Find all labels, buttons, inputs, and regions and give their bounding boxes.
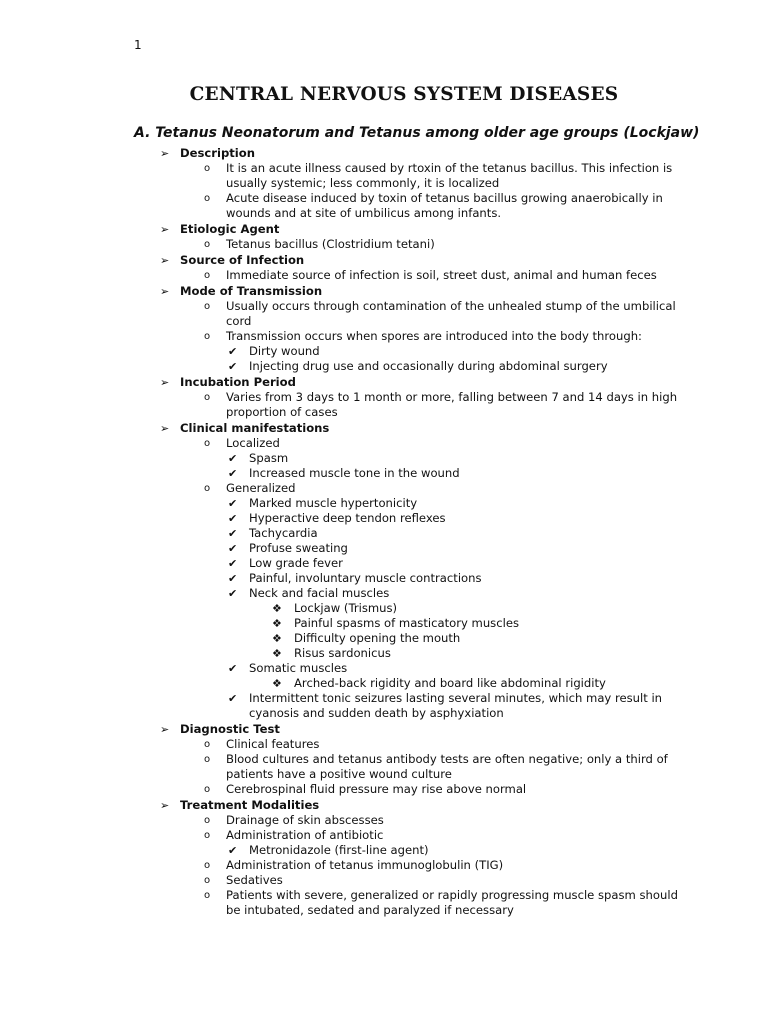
outline-subitem-text: Marked muscle hypertonicity	[249, 496, 418, 510]
section-heading: A. Tetanus Neonatorum and Tetanus among older age groups (Lockjaw)	[134, 125, 700, 141]
outline-item	[0, 237, 768, 252]
outline-subitem-text: Spasm	[249, 451, 289, 465]
circle-bullet-icon: o	[204, 784, 211, 795]
checkmark-icon: ✔	[228, 692, 238, 705]
outline-heading-text: Treatment Modalities	[180, 798, 320, 812]
circle-bullet-icon: o	[204, 739, 211, 750]
outline-item	[0, 329, 768, 344]
outline-item-text: Immediate source of infection is soil, street dust, animal and human feces	[226, 268, 657, 282]
arrow-bullet-icon: ➢	[160, 799, 170, 812]
outline-item	[0, 436, 768, 451]
outline-subitem	[0, 451, 768, 466]
outline-subsubitem	[0, 616, 768, 631]
outline-subitem-text: Neck and facial muscles	[249, 586, 390, 600]
arrow-bullet-icon: ➢	[160, 223, 170, 236]
circle-bullet-icon: o	[204, 875, 211, 886]
outline-item-text: Clinical features	[226, 737, 320, 751]
checkmark-icon: ✔	[228, 512, 238, 525]
outline-subitem-text: Injecting drug use and occasionally during abdominal surgery	[249, 359, 608, 373]
outline-item-text: Patients with severe, generalized or rapidly progressing muscle spasm should be intubated, sedated and paralyzed if necessary	[226, 888, 678, 917]
checkmark-icon: ✔	[228, 360, 238, 373]
checkmark-icon: ✔	[228, 542, 238, 555]
checkmark-icon: ✔	[228, 587, 238, 600]
outline-subitem	[0, 586, 768, 601]
outline-item-text: Drainage of skin abscesses	[226, 813, 384, 827]
outline-subsubitem-text: Difficulty opening the mouth	[294, 631, 461, 645]
outline-heading-text: Incubation Period	[180, 375, 296, 389]
circle-bullet-icon: o	[204, 890, 211, 901]
arrow-bullet-icon: ➢	[160, 723, 170, 736]
circle-bullet-icon: o	[204, 754, 211, 765]
outline-subitem	[0, 526, 768, 541]
outline-item-text: Generalized	[226, 481, 296, 495]
circle-bullet-icon: o	[204, 301, 211, 312]
outline-item-text: Administration of antibiotic	[226, 828, 384, 842]
outline-subsubitem	[0, 676, 768, 691]
outline-heading	[0, 146, 768, 161]
checkmark-icon: ✔	[228, 572, 238, 585]
outline-item	[0, 191, 768, 221]
outline-item	[0, 828, 768, 843]
outline-item	[0, 161, 768, 191]
outline-heading-text: Mode of Transmission	[180, 284, 323, 298]
diamond-bullet-icon: ❖	[272, 677, 282, 690]
checkmark-icon: ✔	[228, 497, 238, 510]
outline-heading	[0, 421, 768, 436]
outline-item-text: Sedatives	[226, 873, 283, 887]
diamond-bullet-icon: ❖	[272, 617, 282, 630]
outline-item	[0, 737, 768, 752]
outline-item-text: Acute disease induced by toxin of tetanus bacillus growing anaerobically in wounds and at site of umbilicus among infants.	[226, 191, 663, 220]
checkmark-icon: ✔	[228, 345, 238, 358]
outline-subitem-text: Metronidazole (first-line agent)	[249, 843, 429, 857]
outline-subsubitem	[0, 601, 768, 616]
outline-item-text: Transmission occurs when spores are introduced into the body through:	[226, 329, 642, 343]
outline-subsubitem-text: Lockjaw (Trismus)	[294, 601, 398, 615]
circle-bullet-icon: o	[204, 483, 211, 494]
outline-subitem	[0, 466, 768, 481]
outline-subitem	[0, 359, 768, 374]
diamond-bullet-icon: ❖	[272, 647, 282, 660]
outline-item-text: Administration of tetanus immunoglobulin (TIG)	[226, 858, 504, 872]
outline-heading-text: Source of Infection	[180, 253, 305, 267]
outline-item-text: Localized	[226, 436, 280, 450]
outline-heading-text: Etiologic Agent	[180, 222, 280, 236]
circle-bullet-icon: o	[204, 239, 211, 250]
outline-item	[0, 752, 768, 782]
outline-subitem-text: Increased muscle tone in the wound	[249, 466, 460, 480]
outline-item-text: Tetanus bacillus (Clostridium tetani)	[226, 237, 435, 251]
outline-subitem	[0, 344, 768, 359]
checkmark-icon: ✔	[228, 557, 238, 570]
page-number: 1	[134, 38, 142, 52]
checkmark-icon: ✔	[228, 662, 238, 675]
outline-item-text: Cerebrospinal fluid pressure may rise above normal	[226, 782, 527, 796]
outline-subitem-text: Low grade fever	[249, 556, 343, 570]
circle-bullet-icon: o	[204, 193, 211, 204]
outline-heading	[0, 253, 768, 268]
outline-subitem	[0, 571, 768, 586]
outline-item	[0, 873, 768, 888]
outline-heading	[0, 284, 768, 299]
circle-bullet-icon: o	[204, 830, 211, 841]
outline-subitem	[0, 541, 768, 556]
arrow-bullet-icon: ➢	[160, 422, 170, 435]
outline-subitem	[0, 661, 768, 676]
outline-subitem-text: Somatic muscles	[249, 661, 348, 675]
checkmark-icon: ✔	[228, 527, 238, 540]
outline-subitem-text: Profuse sweating	[249, 541, 348, 555]
outline-heading	[0, 222, 768, 237]
outline-item	[0, 268, 768, 283]
outline-subitem	[0, 843, 768, 858]
arrow-bullet-icon: ➢	[160, 147, 170, 160]
outline-heading	[0, 798, 768, 813]
outline-item	[0, 481, 768, 496]
arrow-bullet-icon: ➢	[160, 254, 170, 267]
outline-item	[0, 813, 768, 828]
outline-subsubitem-text: Risus sardonicus	[294, 646, 391, 660]
outline-heading	[0, 375, 768, 390]
circle-bullet-icon: o	[204, 163, 211, 174]
outline-subitem	[0, 691, 768, 721]
outline-subitem-text: Dirty wound	[249, 344, 320, 358]
circle-bullet-icon: o	[204, 815, 211, 826]
outline-heading-text: Clinical manifestations	[180, 421, 330, 435]
outline-item-text: Usually occurs through contamination of the unhealed stump of the umbilical cord	[226, 299, 676, 328]
checkmark-icon: ✔	[228, 844, 238, 857]
arrow-bullet-icon: ➢	[160, 285, 170, 298]
circle-bullet-icon: o	[204, 270, 211, 281]
outline-heading-text: Diagnostic Test	[180, 722, 280, 736]
outline-list	[0, 146, 768, 918]
outline-subitem	[0, 556, 768, 571]
outline-item	[0, 299, 768, 329]
checkmark-icon: ✔	[228, 467, 238, 480]
outline-subitem-text: Painful, involuntary muscle contractions	[249, 571, 482, 585]
outline-item-text: Blood cultures and tetanus antibody tests are often negative; only a third of patients have a positive wound culture	[226, 752, 668, 781]
outline-item	[0, 782, 768, 797]
outline-item-text: Varies from 3 days to 1 month or more, falling between 7 and 14 days in high proportion of cases	[226, 390, 678, 419]
outline-subitem	[0, 496, 768, 511]
checkmark-icon: ✔	[228, 452, 238, 465]
outline-heading	[0, 722, 768, 737]
outline-heading-text: Description	[180, 146, 255, 160]
outline-item	[0, 858, 768, 873]
outline-subitem	[0, 511, 768, 526]
outline-item	[0, 390, 768, 420]
outline-subitem-text: Tachycardia	[249, 526, 318, 540]
diamond-bullet-icon: ❖	[272, 632, 282, 645]
outline-subsubitem-text: Painful spasms of masticatory muscles	[294, 616, 519, 630]
circle-bullet-icon: o	[204, 860, 211, 871]
diamond-bullet-icon: ❖	[272, 602, 282, 615]
outline-subitem-text: Intermittent tonic seizures lasting several minutes, which may result in cyanosis and sudden death by asphyxiation	[249, 691, 663, 720]
outline-item	[0, 888, 768, 918]
arrow-bullet-icon: ➢	[160, 376, 170, 389]
circle-bullet-icon: o	[204, 331, 211, 342]
outline-subsubitem	[0, 646, 768, 661]
outline-subitem-text: Hyperactive deep tendon reflexes	[249, 511, 446, 525]
outline-item-text: It is an acute illness caused by rtoxin of the tetanus bacillus. This infection is usually systemic; less commonly, it is localized	[226, 161, 673, 190]
circle-bullet-icon: o	[204, 438, 211, 449]
page-title: CENTRAL NERVOUS SYSTEM DISEASES	[189, 84, 619, 105]
circle-bullet-icon: o	[204, 392, 211, 403]
outline-subsubitem-text: Arched-back rigidity and board like abdominal rigidity	[294, 676, 606, 690]
outline-subsubitem	[0, 631, 768, 646]
